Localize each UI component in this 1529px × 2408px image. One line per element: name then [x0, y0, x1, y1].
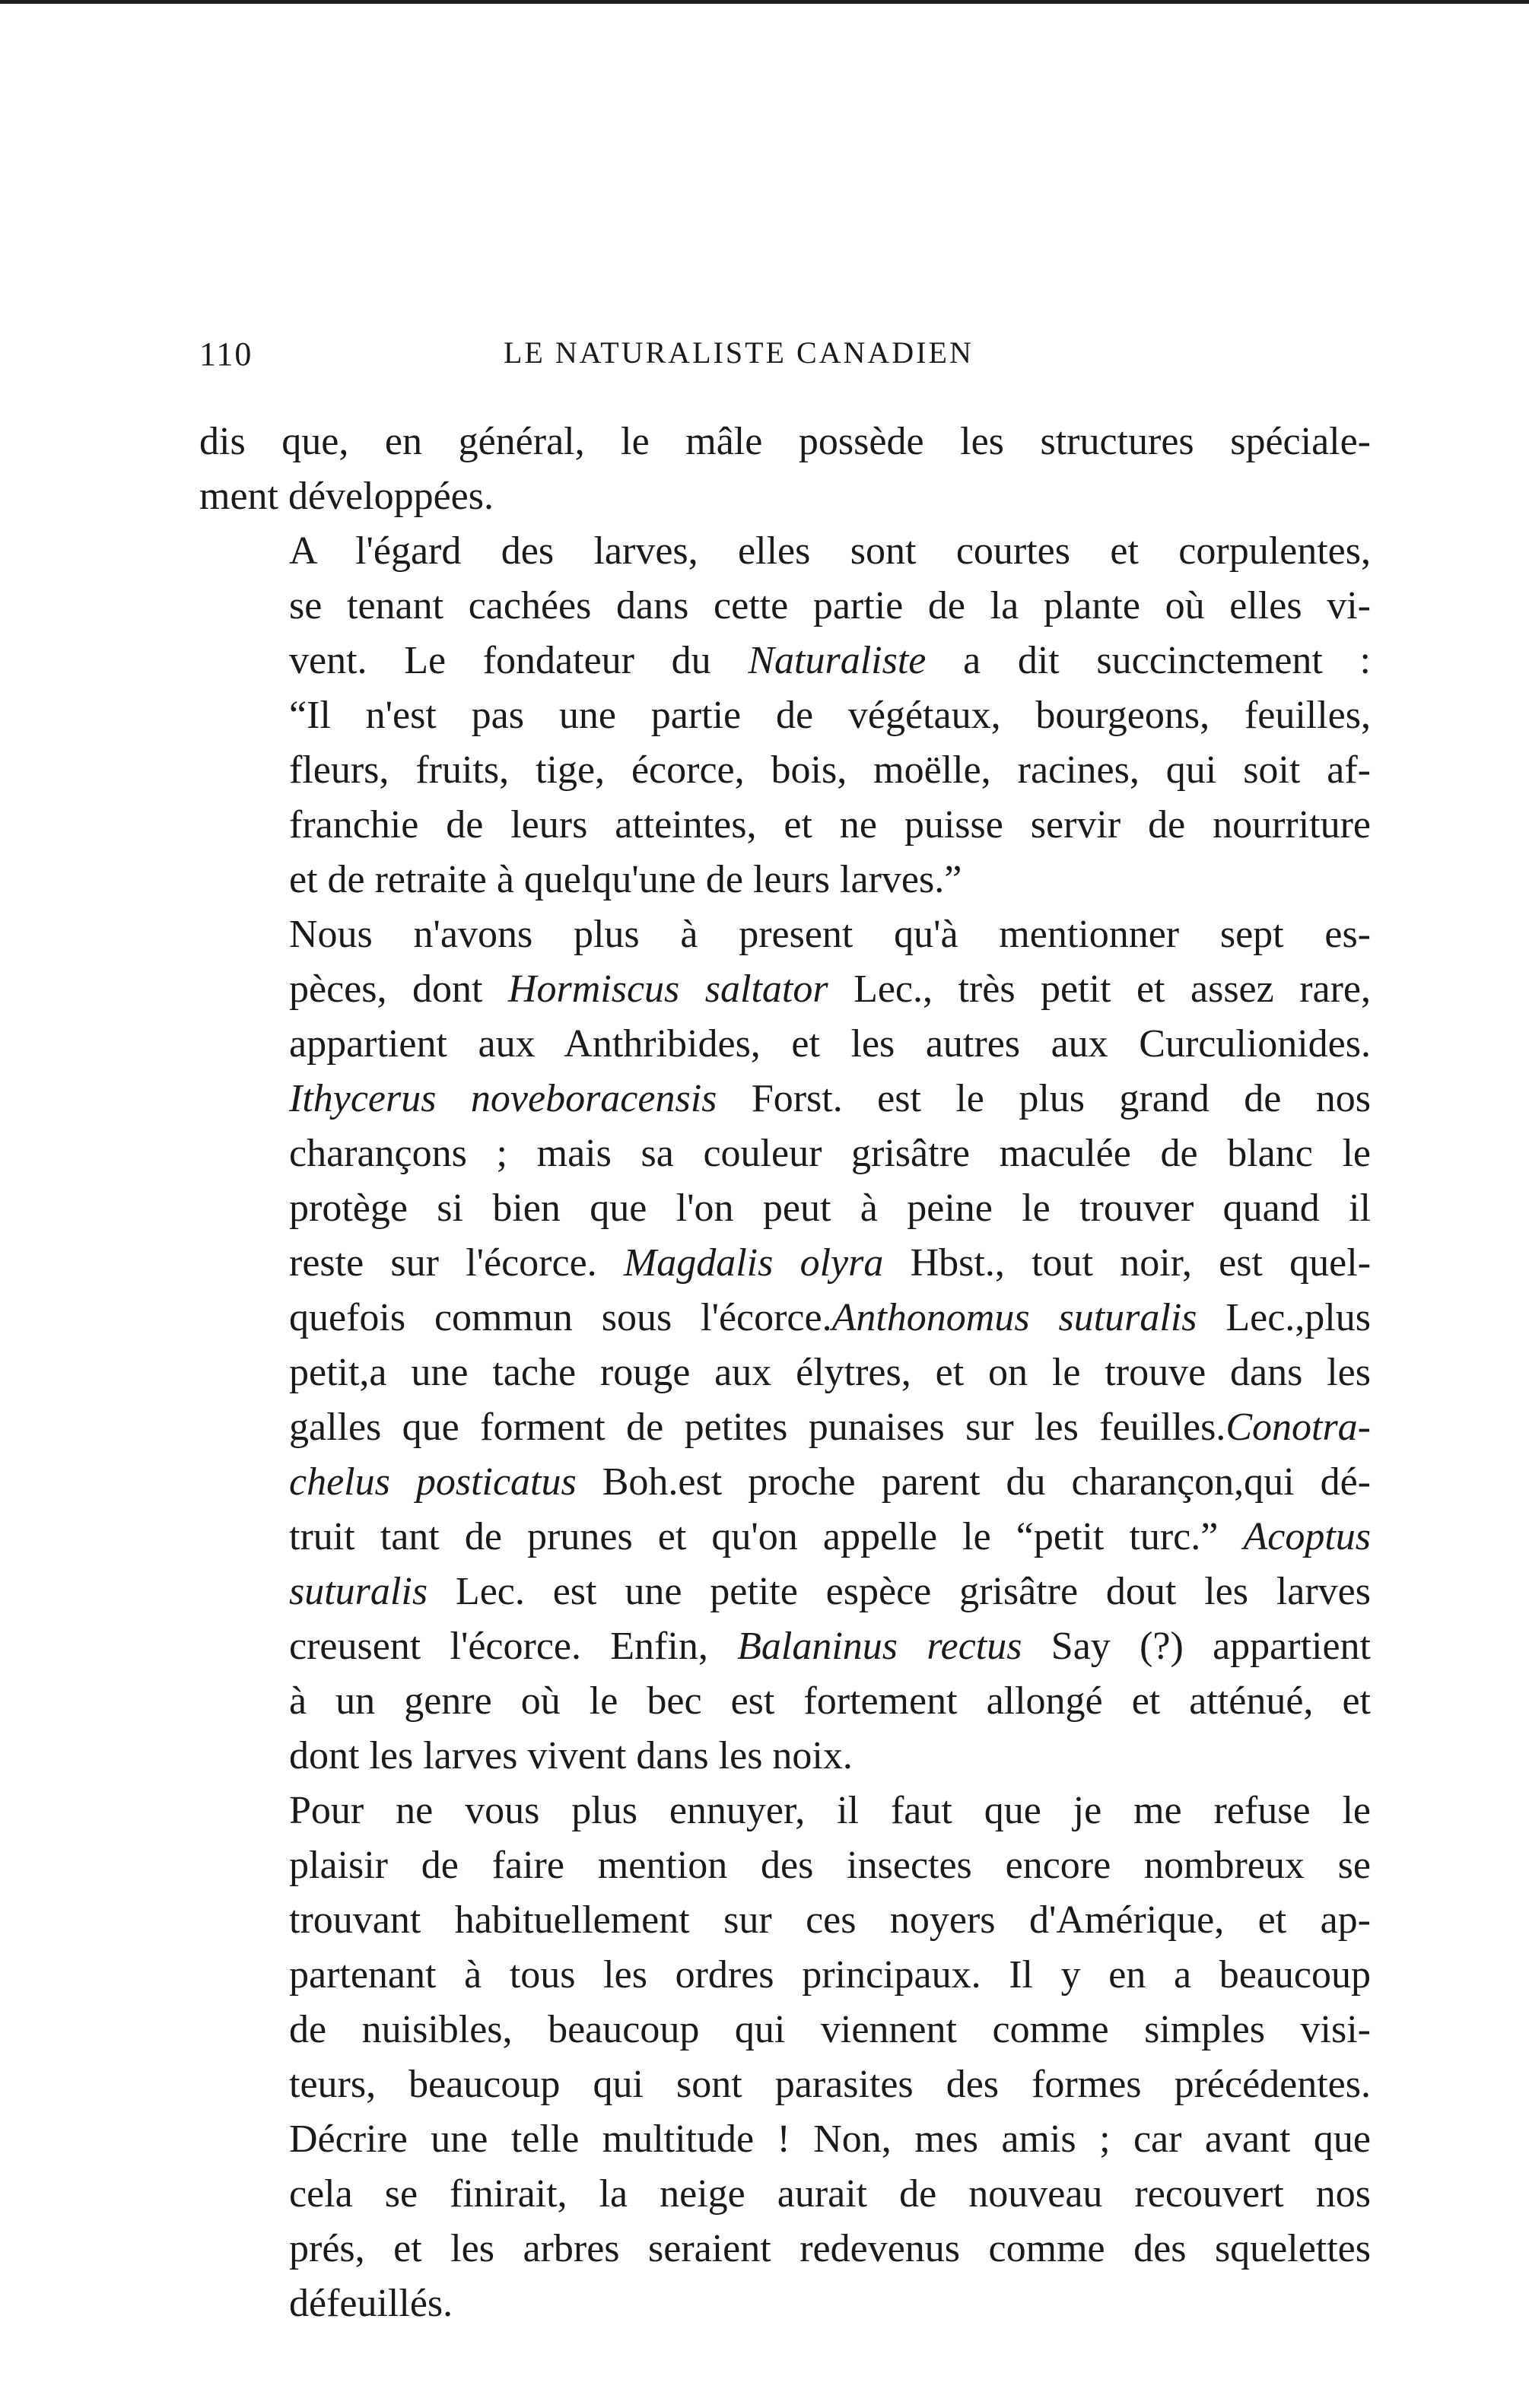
- text-run: de nuisibles, beaucoup qui viennent comme simples visi-: [289, 2008, 1371, 2051]
- italic-species-name: Conotra-: [1225, 1406, 1371, 1449]
- page-number: 110: [199, 335, 253, 373]
- text-line: [199, 1126, 1371, 1181]
- italic-species-name: Balaninus rectus: [737, 1625, 1022, 1668]
- text-line: [199, 907, 1371, 962]
- text-line: [199, 2222, 1371, 2276]
- text-line: [199, 1345, 1371, 1400]
- text-line: [199, 1674, 1371, 1729]
- text-run: Pour ne vous plus ennuyer, il faut que je me refuse le: [289, 1789, 1371, 1832]
- text-run: Boh.est proche parent du charançon,qui dé-: [576, 1460, 1371, 1504]
- text-run: A l'égard des larves, elles sont courtes et corpulentes,: [289, 529, 1371, 573]
- text-line: [199, 853, 1371, 907]
- italic-species-name: suturalis: [289, 1570, 428, 1613]
- text-line: [199, 634, 1371, 688]
- italic-species-name: Anthonomus suturalis: [831, 1296, 1197, 1339]
- text-run: appartient aux Anthribides, et les autres aux Curculionides.: [289, 1022, 1371, 1066]
- italic-species-name: Magdalis olyra: [623, 1241, 884, 1285]
- text-line: [199, 1400, 1371, 1455]
- paragraph: [199, 415, 1371, 524]
- paragraph: [199, 1784, 1371, 2331]
- text-run: plaisir de faire mention des insectes encore nombreux se: [289, 1844, 1371, 1887]
- text-run: Lec. est une petite espèce grisâtre dout les larves: [428, 1570, 1371, 1613]
- text-run: Décrire une telle multitude ! Non, mes amis ; car avant que: [289, 2117, 1371, 2161]
- text-line: [199, 1017, 1371, 1072]
- text-line: [199, 798, 1371, 853]
- text-run: teurs, beaucoup qui sont parasites des formes précédentes.: [289, 2063, 1371, 2106]
- text-line: [199, 1291, 1371, 1345]
- text-line: [199, 1181, 1371, 1236]
- text-run: Hbst., tout noir, est quel-: [883, 1241, 1372, 1285]
- italic-species-name: Acoptus: [1243, 1515, 1371, 1558]
- text-run: protège si bien que l'on peut à peine le trouver quand il: [289, 1187, 1371, 1230]
- text-run: ment développées.: [199, 475, 494, 518]
- text-line: [199, 469, 1371, 524]
- text-line: [199, 1236, 1371, 1291]
- text-run: dont les larves vivent dans les noix.: [289, 1734, 853, 1777]
- text-line: [199, 579, 1371, 634]
- italic-species-name: Hormiscus saltator: [507, 967, 828, 1011]
- text-run: Say (?) appartient: [1022, 1625, 1371, 1668]
- text-run: partenant à tous les ordres principaux. Il y en a beaucoup: [289, 1953, 1371, 1997]
- italic-species-name: Naturaliste: [748, 639, 927, 682]
- text-run: trouvant habituellement sur ces noyers d'Amérique, et ap-: [289, 1898, 1371, 1942]
- top-edge-rule: [0, 0, 1529, 8]
- italic-species-name: Ithycerus noveboracensis: [289, 1077, 717, 1120]
- text-line: [199, 1072, 1371, 1126]
- text-line: [199, 2003, 1371, 2057]
- text-run: charançons ; mais sa couleur grisâtre maculée de blanc le: [289, 1132, 1371, 1175]
- text-run: quefois commun sous l'écorce.: [289, 1296, 832, 1339]
- text-run: pèces, dont: [289, 967, 508, 1011]
- text-run: vent. Le fondateur du: [289, 639, 749, 682]
- text-line: [199, 1838, 1371, 1893]
- text-line: [199, 1565, 1371, 1619]
- page-header: [199, 335, 1356, 388]
- text-run: se tenant cachées dans cette partie de la plante où elles vi-: [289, 584, 1371, 627]
- text-line: [199, 2112, 1371, 2167]
- text-line: [199, 962, 1371, 1017]
- text-line: [199, 524, 1371, 579]
- text-line: [199, 1784, 1371, 1838]
- text-run: a dit succinctement :: [926, 639, 1371, 682]
- text-line: [199, 2167, 1371, 2222]
- text-line: [199, 1729, 1371, 1784]
- body-text: [199, 415, 1371, 2331]
- text-run: Lec.,plus: [1197, 1296, 1371, 1339]
- text-line: [199, 1619, 1371, 1674]
- text-run: reste sur l'écorce.: [289, 1241, 624, 1285]
- text-line: [199, 1948, 1371, 2003]
- text-run: fleurs, fruits, tige, écorce, bois, moëlle, racines, qui soit af-: [289, 748, 1371, 792]
- text-line: [199, 415, 1371, 469]
- text-run: défeuillés.: [289, 2282, 453, 2325]
- text-run: et de retraite à quelqu'une de leurs larves.”: [289, 858, 962, 901]
- text-line: [199, 1510, 1371, 1565]
- text-line: [199, 743, 1371, 798]
- text-run: Forst. est le plus grand de nos: [717, 1077, 1372, 1120]
- text-run: creusent l'écorce. Enfin,: [289, 1625, 738, 1668]
- text-run: à un genre où le bec est fortement allongé et atténué, et: [289, 1679, 1371, 1723]
- paragraph: [199, 907, 1371, 1784]
- text-line: [199, 1893, 1371, 1948]
- running-title: LE NATURALISTE CANADIEN: [504, 335, 974, 370]
- text-run: truit tant de prunes et qu'on appelle le “petit turc.”: [289, 1515, 1244, 1558]
- text-line: [199, 2057, 1371, 2112]
- text-run: dis que, en général, le mâle possède les structures spéciale-: [199, 420, 1371, 463]
- text-run: franchie de leurs atteintes, et ne puisse servir de nourriture: [289, 803, 1371, 847]
- text-line: [199, 688, 1371, 743]
- text-line: [199, 1455, 1371, 1510]
- paragraph: [199, 524, 1371, 907]
- text-run: “Il n'est pas une partie de végétaux, bourgeons, feuilles,: [289, 694, 1371, 737]
- text-run: Lec., très petit et assez rare,: [828, 967, 1371, 1011]
- text-run: prés, et les arbres seraient redevenus comme des squelettes: [289, 2227, 1371, 2270]
- text-run: Nous n'avons plus à present qu'à mentionner sept es-: [289, 913, 1371, 956]
- italic-species-name: chelus posticatus: [289, 1460, 577, 1504]
- text-line: [199, 2276, 1371, 2331]
- text-run: cela se finirait, la neige aurait de nouveau recouvert nos: [289, 2172, 1371, 2216]
- text-run: petit,a une tache rouge aux élytres, et on le trouve dans les: [289, 1351, 1371, 1394]
- text-run: galles que forment de petites punaises sur les feuilles.: [289, 1406, 1226, 1449]
